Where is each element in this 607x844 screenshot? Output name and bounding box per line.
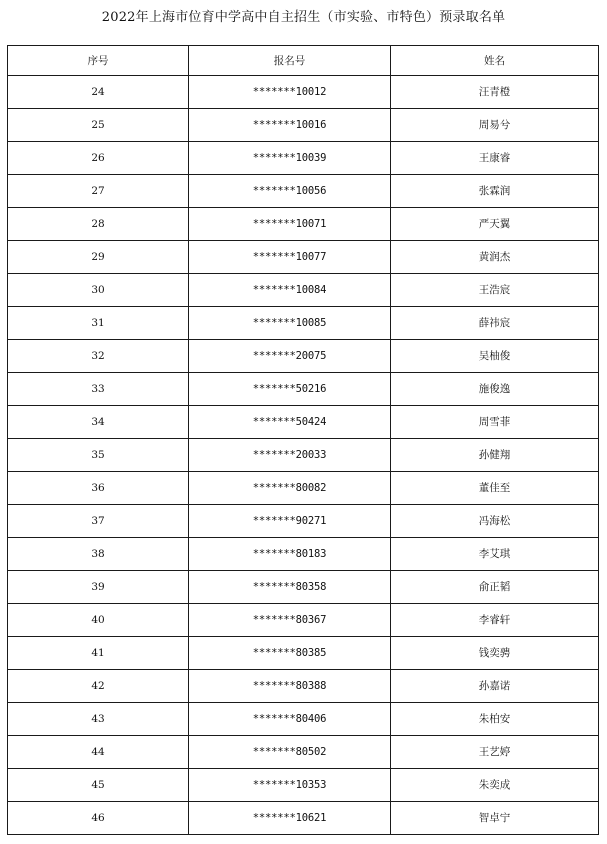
cell-name: 周易兮 (391, 109, 599, 142)
cell-name: 李睿轩 (391, 604, 599, 637)
cell-seq: 30 (8, 274, 189, 307)
cell-name: 智卓宁 (391, 802, 599, 835)
cell-seq: 44 (8, 736, 189, 769)
cell-seq: 31 (8, 307, 189, 340)
cell-seq: 43 (8, 703, 189, 736)
cell-regno: *******10085 (189, 307, 391, 340)
admission-table (7, 45, 599, 835)
cell-name: 王艺婷 (391, 736, 599, 769)
cell-regno: *******10071 (189, 208, 391, 241)
cell-seq: 36 (8, 472, 189, 505)
table-row (8, 406, 599, 439)
table-row (8, 274, 599, 307)
cell-regno: *******80406 (189, 703, 391, 736)
cell-name: 李艾琪 (391, 538, 599, 571)
cell-seq: 25 (8, 109, 189, 142)
cell-name: 董佳至 (391, 472, 599, 505)
cell-seq: 40 (8, 604, 189, 637)
table-row (8, 703, 599, 736)
cell-seq: 39 (8, 571, 189, 604)
cell-regno: *******10353 (189, 769, 391, 802)
table-row (8, 505, 599, 538)
cell-regno: *******80367 (189, 604, 391, 637)
cell-seq: 29 (8, 241, 189, 274)
table-row (8, 571, 599, 604)
cell-regno: *******80502 (189, 736, 391, 769)
cell-name: 王康睿 (391, 142, 599, 175)
table-row (8, 472, 599, 505)
table-body (8, 76, 599, 835)
cell-name: 张霖润 (391, 175, 599, 208)
cell-seq: 34 (8, 406, 189, 439)
cell-regno: *******80388 (189, 670, 391, 703)
page-title: 2022年上海市位育中学高中自主招生（市实验、市特色）预录取名单 (101, 10, 506, 25)
column-header-name: 姓名 (391, 46, 599, 76)
table-row (8, 109, 599, 142)
table-row (8, 439, 599, 472)
table-row (8, 241, 599, 274)
cell-regno: *******10012 (189, 76, 391, 109)
cell-name: 汪青橙 (391, 76, 599, 109)
cell-regno: *******80358 (189, 571, 391, 604)
cell-seq: 41 (8, 637, 189, 670)
cell-seq: 28 (8, 208, 189, 241)
cell-seq: 24 (8, 76, 189, 109)
cell-regno: *******50216 (189, 373, 391, 406)
cell-regno: *******10056 (189, 175, 391, 208)
cell-regno: *******90271 (189, 505, 391, 538)
table-row (8, 307, 599, 340)
cell-name: 王浩宸 (391, 274, 599, 307)
cell-seq: 26 (8, 142, 189, 175)
cell-regno: *******10077 (189, 241, 391, 274)
cell-name: 孙嘉诺 (391, 670, 599, 703)
cell-name: 薛祎宸 (391, 307, 599, 340)
cell-regno: *******80183 (189, 538, 391, 571)
table-row (8, 373, 599, 406)
column-header-seq: 序号 (8, 46, 189, 76)
table-row (8, 637, 599, 670)
cell-seq: 33 (8, 373, 189, 406)
cell-seq: 38 (8, 538, 189, 571)
cell-seq: 46 (8, 802, 189, 835)
table-row (8, 76, 599, 109)
cell-regno: *******10084 (189, 274, 391, 307)
table-row (8, 736, 599, 769)
table-header-row (8, 46, 599, 76)
cell-name: 孙健翔 (391, 439, 599, 472)
cell-name: 严天翼 (391, 208, 599, 241)
cell-regno: *******20033 (189, 439, 391, 472)
cell-name: 黄润杰 (391, 241, 599, 274)
cell-seq: 27 (8, 175, 189, 208)
table-row (8, 142, 599, 175)
table-row (8, 340, 599, 373)
cell-name: 施俊逸 (391, 373, 599, 406)
cell-seq: 37 (8, 505, 189, 538)
cell-name: 俞正韬 (391, 571, 599, 604)
cell-name: 朱柏安 (391, 703, 599, 736)
table-row (8, 604, 599, 637)
cell-regno: *******80082 (189, 472, 391, 505)
cell-regno: *******10621 (189, 802, 391, 835)
cell-regno: *******50424 (189, 406, 391, 439)
cell-seq: 42 (8, 670, 189, 703)
cell-name: 吴柚俊 (391, 340, 599, 373)
cell-regno: *******80385 (189, 637, 391, 670)
table-row (8, 208, 599, 241)
table-row (8, 670, 599, 703)
cell-seq: 35 (8, 439, 189, 472)
cell-name: 钱奕骋 (391, 637, 599, 670)
cell-name: 朱奕成 (391, 769, 599, 802)
column-header-regno: 报名号 (189, 46, 391, 76)
cell-regno: *******10016 (189, 109, 391, 142)
cell-name: 周雪菲 (391, 406, 599, 439)
table-row (8, 802, 599, 835)
table-row (8, 769, 599, 802)
cell-name: 冯海松 (391, 505, 599, 538)
cell-regno: *******10039 (189, 142, 391, 175)
cell-seq: 32 (8, 340, 189, 373)
table-row (8, 538, 599, 571)
table-row (8, 175, 599, 208)
cell-regno: *******20075 (189, 340, 391, 373)
cell-seq: 45 (8, 769, 189, 802)
